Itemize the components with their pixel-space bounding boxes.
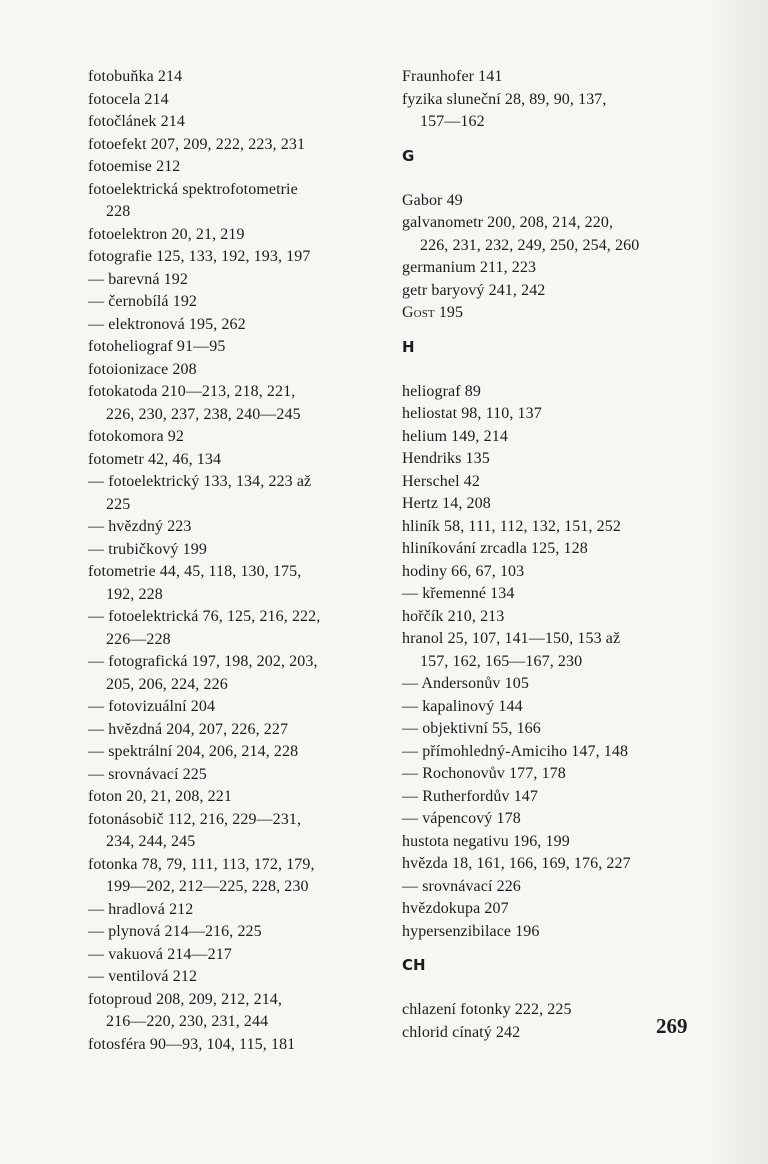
index-entry: chlorid cínatý 242 — [402, 1023, 521, 1041]
index-entry: fotoemise 212 — [88, 158, 181, 175]
section-heading-ch: CH — [402, 956, 426, 974]
index-subentry: — křemenné 134 — [402, 585, 515, 602]
index-entry: galvanometr 200, 208, 214, 220, — [402, 214, 614, 231]
index-entry: fotometrie 44, 45, 118, 130, 175, — [88, 563, 302, 580]
index-entry: fotokomora 92 — [88, 428, 184, 445]
index-entry-continuation: 157—162 — [420, 113, 485, 130]
index-subentry: — spektrální 204, 206, 214, 228 — [88, 743, 299, 760]
index-entry: hliníkování zrcadla 125, 128 — [402, 540, 588, 557]
index-subentry: — černobílá 192 — [88, 293, 198, 310]
index-subentry: — vakuová 214—217 — [88, 945, 232, 963]
index-subentry: — srovnávací 225 — [88, 765, 207, 783]
index-entry: fotoelektron 20, 21, 219 — [88, 225, 245, 243]
index-entry-continuation: 226, 230, 237, 238, 240—245 — [106, 405, 301, 423]
index-entry: helium 149, 214 — [402, 427, 508, 445]
index-entry: fotobuňka 214 — [88, 68, 183, 85]
index-entry-continuation: 157, 162, 165—167, 230 — [420, 652, 583, 670]
index-entry: hliník 58, 111, 112, 132, 151, 252 — [402, 517, 621, 535]
index-entry-continuation: 216—220, 230, 231, 244 — [106, 1013, 269, 1030]
index-entry: hvězda 18, 161, 166, 169, 176, 227 — [402, 855, 631, 872]
index-subentry: — srovnávací 226 — [402, 877, 521, 895]
index-entry-continuation: 199—202, 212—225, 228, 230 — [106, 878, 309, 895]
index-subentry: — barevná 192 — [88, 270, 188, 288]
index-entry: Gost 195 — [402, 304, 464, 321]
index-subentry: — fotografická 197, 198, 202, 203, — [88, 653, 318, 670]
index-entry: Fraunhofer 141 — [402, 68, 503, 85]
index-entry: hořčík 210, 213 — [402, 607, 505, 625]
index-entry: Gabor 49 — [402, 191, 463, 209]
section-heading-h: H — [402, 337, 415, 356]
index-entry-continuation: 192, 228 — [106, 585, 163, 603]
index-entry: fotonásobič 112, 216, 229—231, — [88, 810, 302, 828]
index-subentry: — fotovizuální 204 — [88, 698, 216, 715]
index-entry: fotografie 125, 133, 192, 193, 197 — [88, 248, 311, 265]
section-heading-g: G — [402, 146, 415, 165]
index-entry: hustota negativu 196, 199 — [402, 832, 570, 850]
index-subentry: — ventilová 212 — [88, 968, 198, 985]
index-entry: foton 20, 21, 208, 221 — [88, 788, 232, 805]
index-entry: heliostat 98, 110, 137 — [402, 405, 542, 422]
index-entry: fotoheliograf 91—95 — [88, 338, 226, 355]
index-entry: Hendriks 135 — [402, 450, 490, 467]
index-entry: Herschel 42 — [402, 472, 480, 490]
index-subentry: — Rutherfordův 147 — [402, 787, 539, 805]
index-subentry: — hradlová 212 — [88, 900, 194, 918]
index-entry: hodiny 66, 67, 103 — [402, 562, 525, 580]
index-column-left — [88, 66, 388, 1056]
index-subentry: — elektronová 195, 262 — [88, 315, 246, 333]
index-entry-continuation: 226—228 — [106, 630, 171, 648]
index-entry: fotočlánek 214 — [88, 113, 185, 130]
index-subentry: — Rochonovův 177, 178 — [402, 765, 566, 782]
index-entry-continuation: 226, 231, 232, 249, 250, 254, 260 — [420, 236, 640, 254]
index-entry-continuation: 234, 244, 245 — [106, 833, 196, 850]
index-subentry: — Andersonův 105 — [402, 675, 529, 692]
index-entry-continuation: 228 — [106, 203, 131, 220]
index-entry: heliograf 89 — [402, 382, 481, 400]
page-number: 269 — [656, 1014, 688, 1038]
index-entry: fotokatoda 210—213, 218, 221, — [88, 383, 296, 400]
page-edge-shadow — [708, 0, 768, 1164]
index-subentry: — plynová 214—216, 225 — [88, 923, 262, 940]
index-subentry: — fotoelektrická 76, 125, 216, 222, — [88, 608, 321, 625]
index-subentry: — přímohledný-Amiciho 147, 148 — [402, 742, 629, 760]
index-entry: hvězdokupa 207 — [402, 900, 509, 917]
index-subentry: — objektivní 55, 166 — [402, 720, 541, 737]
index-entry-continuation: 205, 206, 224, 226 — [106, 675, 228, 693]
index-subentry: — fotoelektrický 133, 134, 223 až — [88, 473, 312, 490]
index-entry: hypersenzibilace 196 — [402, 922, 540, 940]
index-entry: chlazení fotonky 222, 225 — [402, 1001, 572, 1018]
index-entry: fotocela 214 — [88, 90, 169, 108]
index-entry: hranol 25, 107, 141—150, 153 až — [402, 630, 621, 647]
index-entry: fotometr 42, 46, 134 — [88, 450, 222, 468]
index-subentry: — trubičkový 199 — [88, 540, 207, 558]
index-subentry: — vápencový 178 — [402, 810, 521, 827]
index-entry: Hertz 14, 208 — [402, 495, 491, 512]
index-entry: fotoelektrická spektrofotometrie — [88, 180, 298, 198]
index-entry: fotonka 78, 79, 111, 113, 172, 179, — [88, 855, 315, 873]
index-entry-continuation: 225 — [106, 495, 131, 513]
index-entry: germanium 211, 223 — [402, 259, 537, 276]
index-entry: fotosféra 90—93, 104, 115, 181 — [88, 1035, 296, 1053]
index-entry: getr baryový 241, 242 — [402, 281, 546, 299]
index-entry: fotoproud 208, 209, 212, 214, — [88, 990, 283, 1008]
index-entry: fotoefekt 207, 209, 222, 223, 231 — [88, 135, 306, 153]
index-subentry: — kapalinový 144 — [402, 697, 523, 715]
index-subentry: — hvězdný 223 — [88, 518, 192, 535]
index-subentry: — hvězdná 204, 207, 226, 227 — [88, 720, 289, 738]
index-entry: fotoionizace 208 — [88, 360, 197, 378]
index-entry: fyzika sluneční 28, 89, 90, 137, — [402, 90, 607, 108]
index-column-right — [402, 66, 702, 1044]
